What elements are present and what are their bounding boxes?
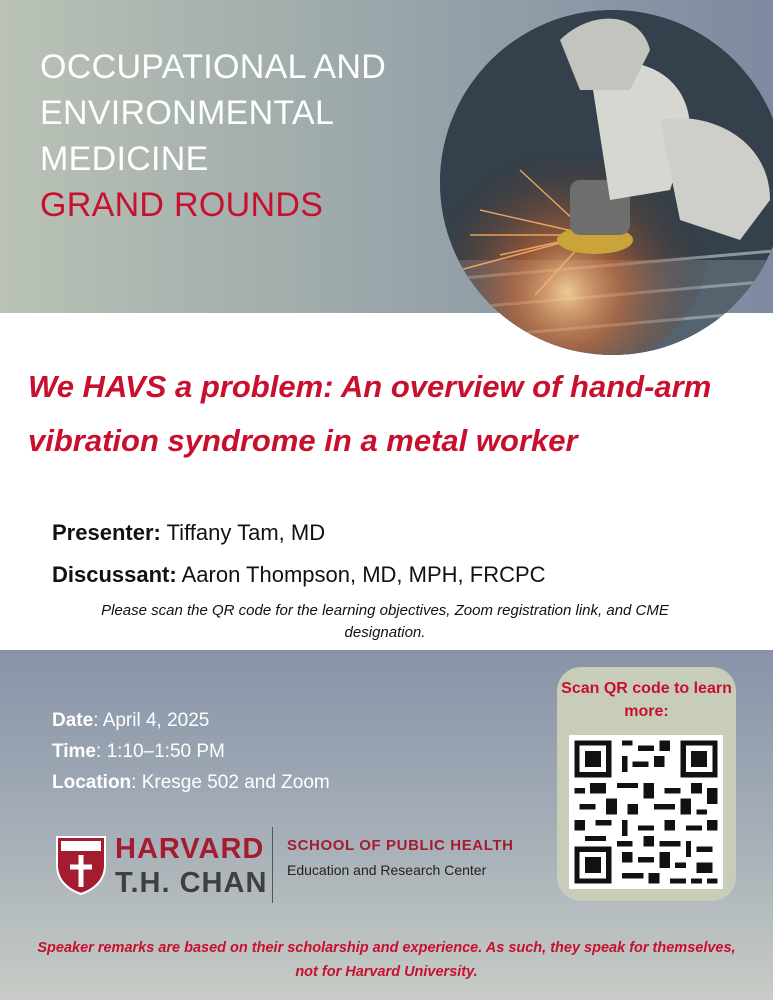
location-value: : Kresge 502 and Zoom bbox=[131, 772, 330, 793]
scan-note: Please scan the QR code for the learning objectives, Zoom registration link, and CME designation. bbox=[101, 602, 669, 641]
location-label: Location bbox=[52, 772, 132, 793]
metal-grinding-photo bbox=[440, 10, 773, 355]
harvard-chan-logo bbox=[55, 827, 535, 903]
logo-harvard: HARVARD bbox=[115, 833, 265, 865]
header-line-2: ENVIRONMENTAL bbox=[40, 94, 335, 132]
talk-title: We HAVS a problem: An overview of hand-arm vibration syndrome in a metal worker bbox=[28, 369, 712, 458]
event-details bbox=[52, 705, 330, 798]
qr-label: Scan QR code to learn more: bbox=[561, 680, 732, 720]
header-line-3: MEDICINE bbox=[40, 140, 209, 178]
logo-center: Education and Research Center bbox=[287, 862, 487, 878]
time-value: : 1:10–1:50 PM bbox=[96, 741, 225, 762]
speakers bbox=[52, 512, 546, 596]
header-line-4: GRAND ROUNDS bbox=[40, 186, 324, 224]
header-line-1: OCCUPATIONAL AND bbox=[40, 48, 387, 86]
logo-school: SCHOOL OF PUBLIC HEALTH bbox=[287, 837, 514, 854]
qr-code[interactable] bbox=[569, 735, 723, 889]
discussant-row bbox=[52, 554, 546, 596]
date-value: : April 4, 2025 bbox=[93, 710, 210, 731]
qr-code-icon bbox=[569, 735, 723, 889]
date-label: Date bbox=[52, 710, 94, 731]
qr-card bbox=[557, 667, 736, 901]
logo-divider bbox=[272, 827, 273, 903]
time-label: Time bbox=[52, 741, 97, 762]
time-row bbox=[52, 736, 330, 767]
speaker-disclaimer: Speaker remarks are based on their scholarship and experience. As such, they speak for themselves, not for Harvard University. bbox=[37, 940, 736, 980]
event-series-title bbox=[40, 44, 386, 228]
harvard-shield-icon bbox=[55, 835, 107, 895]
location-row bbox=[52, 767, 330, 798]
date-row bbox=[52, 705, 330, 736]
logo-chan: T.H. CHAN bbox=[115, 867, 268, 899]
presenter-row bbox=[52, 512, 546, 554]
discussant-label: Discussant: bbox=[52, 562, 177, 587]
presenter-name: Tiffany Tam, MD bbox=[166, 520, 326, 545]
grinding-illustration bbox=[440, 10, 773, 355]
discussant-name: Aaron Thompson, MD, MPH, FRCPC bbox=[181, 562, 546, 587]
presenter-label: Presenter: bbox=[52, 520, 161, 545]
